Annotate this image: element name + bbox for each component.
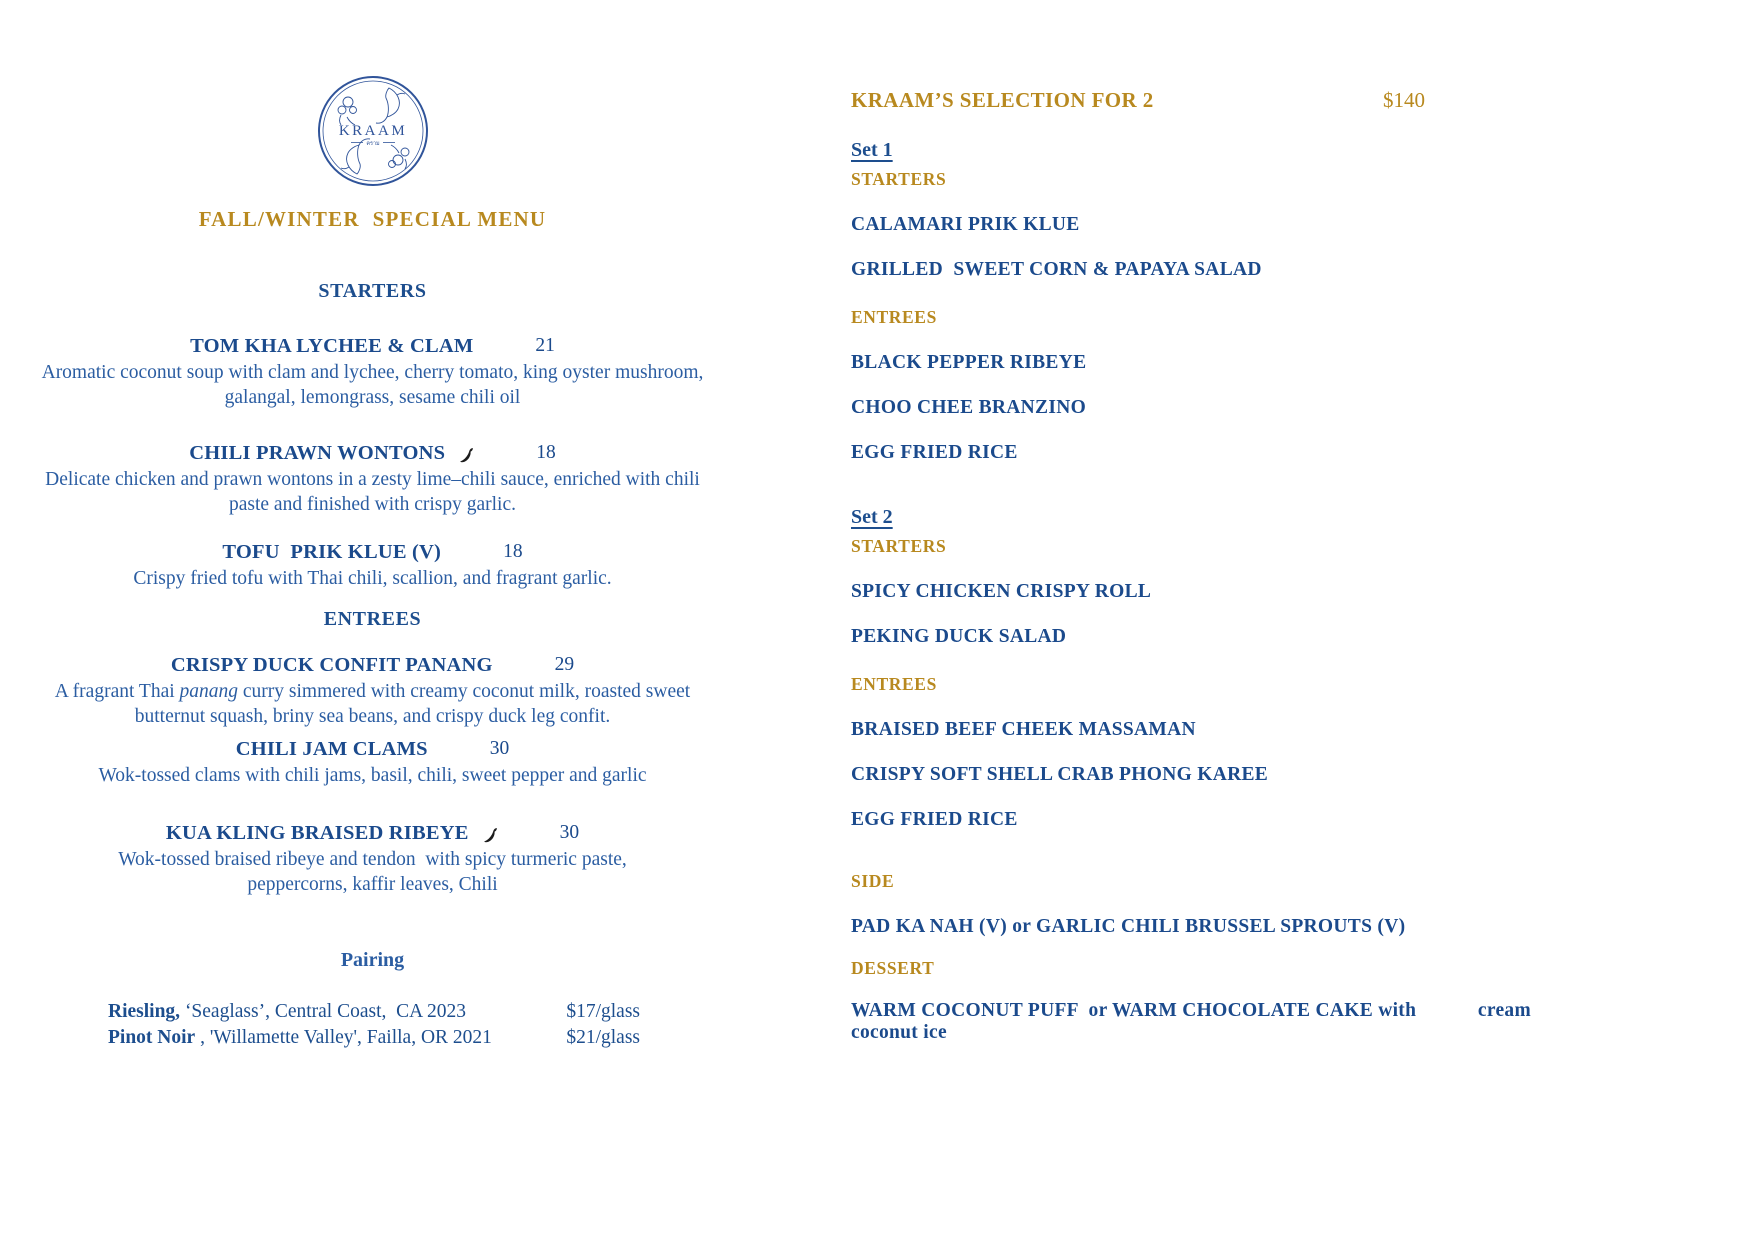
set2-label: Set 2: [851, 506, 893, 528]
wine-detail: , 'Willamette Valley', Failla, OR 2021: [195, 1027, 492, 1048]
desc-text: A fragrant Thai: [54, 681, 180, 702]
item-price: 30: [559, 822, 580, 843]
set2-entrees-heading: ENTREES: [851, 674, 937, 694]
side-section-heading: SIDE: [851, 871, 895, 891]
set1-starters-heading: STARTERS: [851, 169, 947, 189]
set2-starter-item: PEKING DUCK SALAD: [851, 626, 1067, 647]
menu-item-chili-prawn-wontons: [40, 442, 705, 464]
dessert-section-heading: DESSERT: [851, 958, 935, 978]
item-price: 21: [535, 335, 555, 356]
kraam-logo: [317, 75, 429, 187]
menu-item-chili-jam-clams: [40, 738, 705, 760]
set1-label: Set 1: [851, 139, 893, 161]
wine-detail: ‘Seaglass’, Central Coast, CA 2023: [180, 1001, 467, 1022]
set2-starters-heading: STARTERS: [851, 536, 947, 556]
item-description: Crispy fried tofu with Thai chili, scallion, and fragrant garlic.: [133, 568, 612, 589]
koi-topright-icon: [376, 88, 405, 123]
wine-label: [108, 999, 466, 1025]
wine-label: [108, 1025, 492, 1051]
wine-pairing-list: [108, 999, 640, 1051]
dessert-item: [851, 1000, 1531, 1044]
entrees-section-heading: ENTREES: [323, 608, 422, 630]
selection-header: [851, 88, 1425, 113]
desc-italic-word: panang: [179, 681, 239, 702]
item-name: KUA KLING BRAISED RIBEYE: [165, 822, 469, 844]
item-description: Delicate chicken and prawn wontons in a zesty lime–chili sauce, enriched with chili paste and finished with crispy garlic.: [45, 469, 705, 515]
selection-for-2-column: [851, 0, 1531, 1044]
chili-pepper-icon: [458, 445, 475, 464]
item-price: 30: [489, 738, 510, 759]
set1-starter-item: GRILLED SWEET CORN & PAPAYA SALAD: [851, 259, 1262, 280]
item-description: Wok-tossed clams with chili jams, basil, chili, sweet pepper and garlic: [98, 765, 647, 786]
page-title: FALL/WINTER SPECIAL MENU: [198, 207, 547, 231]
set1-starter-item: CALAMARI PRIK KLUE: [851, 214, 1080, 235]
wine-price: $17/glass: [566, 1001, 640, 1022]
logo-koi-flowers-illustration: [317, 75, 429, 187]
chili-pepper-icon: [481, 825, 498, 844]
set2-entree-item: BRAISED BEEF CHEEK MASSAMAN: [851, 719, 1196, 740]
item-name: TOFU PRIK KLUE (V): [222, 541, 442, 563]
item-name: CRISPY DUCK CONFIT PANANG: [170, 654, 493, 676]
flower-topleft-icon: [338, 97, 357, 125]
menu-item-kua-kling-braised-ribeye: [40, 822, 705, 844]
item-description: Wok-tossed braised ribeye and tendon with spicy turmeric paste, peppercorns, kaffir leaves, Chili: [118, 849, 632, 895]
logo-thai-text: คราม: [365, 141, 380, 147]
dessert-item-tail: cream: [1477, 1000, 1531, 1021]
side-item: PAD KA NAH (V) or GARLIC CHILI BRUSSEL SPROUTS (V): [851, 916, 1406, 937]
left-menu-column: [40, 0, 709, 1051]
item-price: 29: [554, 654, 575, 675]
set1-entree-item: BLACK PEPPER RIBEYE: [851, 352, 1087, 373]
item-description: [49, 679, 697, 729]
pairing-section-heading: Pairing: [340, 949, 405, 971]
selection-price: $140: [1383, 88, 1425, 112]
desc-text: curry simmered with creamy coconut milk, roasted sweet butternut squash, briny sea beans, and crispy duck leg confit.: [134, 681, 696, 727]
item-price: 18: [503, 541, 523, 562]
wine-name: Pinot Noir: [108, 1027, 196, 1048]
set1-entree-item: EGG FRIED RICE: [851, 442, 1018, 463]
set2-starter-item: SPICY CHICKEN CRISPY ROLL: [851, 581, 1152, 602]
wine-name: Riesling,: [108, 1001, 181, 1022]
wine-price: $21/glass: [566, 1027, 640, 1048]
set2-entree-item: CRISPY SOFT SHELL CRAB PHONG KAREE: [851, 764, 1269, 785]
wine-row-riesling: [108, 999, 640, 1025]
logo-wordmark: KRAAM: [338, 123, 407, 139]
item-price: 18: [536, 442, 556, 463]
selection-title: KRAAM’S SELECTION FOR 2: [851, 88, 1154, 112]
item-name: CHILI JAM CLAMS: [235, 738, 428, 760]
set2-entree-item: EGG FRIED RICE: [851, 809, 1018, 830]
item-name: TOM KHA LYCHEE & CLAM: [190, 335, 474, 357]
wine-row-pinot-noir: [108, 1025, 640, 1051]
menu-item-tom-kha: [40, 335, 705, 357]
starters-section-heading: STARTERS: [318, 280, 427, 302]
menu-item-crispy-duck-confit-panang: [40, 654, 705, 676]
menu-item-tofu-prik-klue: [40, 541, 705, 563]
dessert-item-text: WARM COCONUT PUFF or WARM CHOCOLATE CAKE with coconut ice: [851, 1000, 1422, 1043]
item-name: CHILI PRAWN WONTONS: [189, 442, 446, 464]
item-description: Aromatic coconut soup with clam and lychee, cherry tomato, king oyster mushroom, galangal, lemongrass, sesame chili oil: [41, 362, 709, 408]
set1-entree-item: CHOO CHEE BRANZINO: [851, 397, 1087, 418]
set1-entrees-heading: ENTREES: [851, 307, 937, 327]
flower-bottomright-icon: [388, 145, 409, 169]
